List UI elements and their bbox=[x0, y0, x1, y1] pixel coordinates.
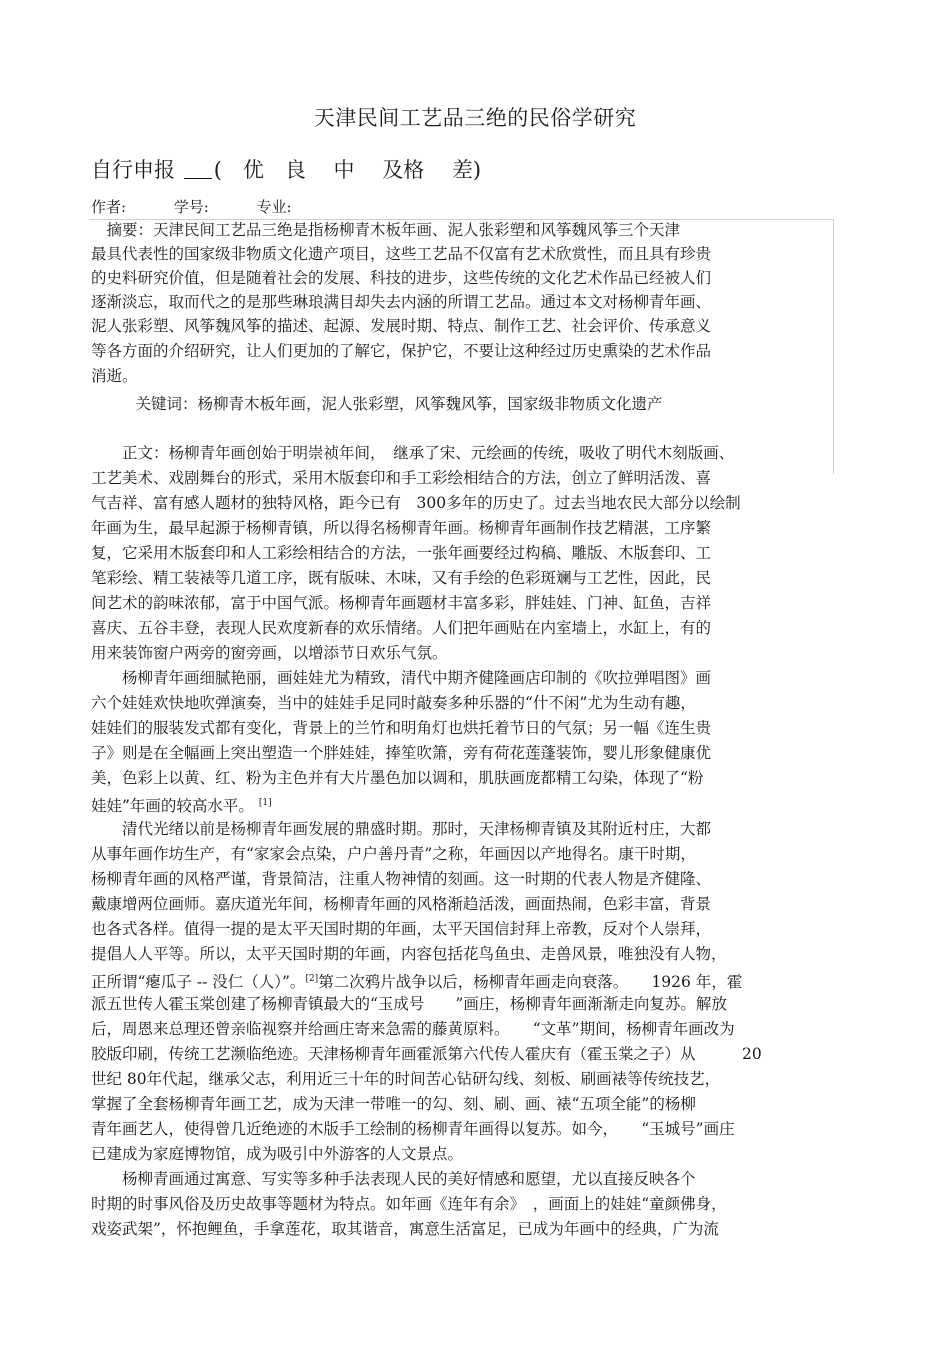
body-line: 也各式各样。值得一提的是太平天国时期的年画，太平天国信封拜上帝教，反对个人崇拜， bbox=[91, 920, 712, 938]
abstract-line: 逐渐淡忘，取而代之的是那些琳琅满目却失去内涵的所谓工艺品。通过本文对杨柳青年画、 bbox=[91, 293, 712, 311]
reference-marker: [2] bbox=[305, 974, 319, 984]
abstract-line: 摘要：天津民间工艺品三绝是指杨柳青木板年画、泥人张彩塑和风筝魏风筝三个天津 bbox=[91, 221, 681, 239]
body-line: 戏姿武架”，怀抱鲤鱼，手拿莲花，取其谐音，寓意生活富足，已成为年画中的经典，广为流 bbox=[91, 1220, 719, 1238]
body-line: 杨柳青年画的风格严谨，背景简洁，注重人物神情的刻画。这一时期的代表人物是齐健隆、 bbox=[91, 870, 712, 888]
grading-label: 自行申报 bbox=[91, 158, 175, 182]
body-line: 戴康增两位画师。嘉庆道光年间，杨柳青年画的风格渐趋活泼，画面热闹，色彩丰富，背景 bbox=[91, 895, 712, 913]
body-line: 年画为生，最早起源于杨柳青镇，所以得名杨柳青年画。杨柳青年画制作技艺精湛，工序繁 bbox=[91, 519, 712, 537]
body-line: 气吉祥、富有感人题材的独特风格，距今已有 300多年的历史了。过去当地农民大部分以绘制 bbox=[91, 494, 741, 512]
body-line: 六个娃娃欢快地吹弹演奏，当中的娃娃手足同时敲奏多种乐器的“什不闲”尤为生动有趣， bbox=[91, 694, 696, 712]
body-line: 杨柳青画通过寓意、写实等多种手法表现人民的美好情感和愿望，尤以直接反映各个 bbox=[91, 1170, 696, 1188]
page-title: 天津民间工艺品三绝的民俗学研究 bbox=[313, 106, 637, 130]
body-line: 喜庆、五谷丰登，表现人民欢度新春的欢乐情绪。人们把年画贴在内室墙上，水缸上，有的 bbox=[91, 619, 712, 637]
body-line: 正文：杨柳青年画创始于明崇祯年间， 继承了宋、元绘画的传统，吸收了明代木刻版画、 bbox=[91, 444, 735, 462]
body-line: 复，它采用木版套印和人工彩绘相结合的方法，一张年画要经过构稿、雕版、木版套印、工 bbox=[91, 544, 712, 562]
author-label: 作者: bbox=[91, 198, 127, 216]
body-line: 提倡人人平等。所以，太平天国时期的年画，内容包括花鸟鱼虫、走兽风景，唯独没有人物， bbox=[91, 945, 727, 963]
body-text: 正所谓“瘪瓜子 -- 没仁（人）”。 bbox=[91, 973, 306, 991]
abstract-line: 泥人张彩塑、风筝魏风筝的描述、起源、发展时期、特点、制作工艺、社会评价、传承意义 bbox=[91, 317, 712, 335]
body-line: 青年画艺人，使得曾几近绝迹的木版手工绘制的杨柳青年画得以复苏。如今， “玉城号”画庄 bbox=[91, 1120, 735, 1138]
body-line: 杨柳青年画细腻艳丽，画娃娃尤为精致，清代中期齐健隆画店印制的《吹拉弹唱图》画 bbox=[91, 669, 712, 687]
body-line: 世纪 80年代起，继承父志，利用近三十年的时间苦心钻研勾线、刻板、刷画裱等传统技艺， bbox=[91, 1070, 721, 1088]
body-line: 工艺美术、戏剧舞台的形式，采用木版套印和手工彩绘相结合的方法，创立了鲜明活泼、喜 bbox=[91, 469, 712, 487]
abstract-line: 最具代表性的国家级非物质文化遗产项目，这些工艺品不仅富有艺术欣赏性，而且具有珍贵 bbox=[91, 245, 712, 263]
grading-line bbox=[91, 154, 481, 184]
grading-blank bbox=[184, 158, 212, 179]
student-id-label: 学号: bbox=[173, 198, 209, 216]
body-line bbox=[91, 967, 742, 994]
body-line: 胶版印刷，传统工艺濒临绝迹。天津杨柳青年画霍派第六代传人霍庆有（霍玉棠之子）从 20 bbox=[91, 1045, 762, 1063]
body-line: 娃娃们的服装发式都有变化，背景上的兰竹和明角灯也烘托着节日的气氛；另一幅《连生贵 bbox=[91, 719, 712, 737]
body-line: 后，周恩来总理还曾亲临视察并给画庄寄来急需的藤黄原料。 “文革”期间，杨柳青年画改为 bbox=[91, 1020, 735, 1038]
abstract-line: 等各方面的介绍研究，让人们更加的了解它，保护它，不要让这种经过历史熏染的艺术作品 bbox=[91, 342, 712, 360]
body-text: 第二次鸦片战争以后，杨柳青年画走向衰落。 1926 年，霍 bbox=[318, 973, 743, 991]
grading-options: ( 优 良 中 及格 差) bbox=[213, 158, 482, 182]
body-line: 时期的时事风俗及历史故事等题材为特点。如年画《连年有余》 ，画面上的娃娃“童颜佛身， bbox=[91, 1195, 727, 1213]
body-line: 派五世传人霍玉棠创建了杨柳青镇最大的“玉成号 ”画庄，杨柳青年画渐渐走向复苏。解放 bbox=[91, 995, 727, 1013]
abstract-line: 消逝。 bbox=[91, 367, 138, 385]
body-line: 从事年画作坊生产，有“家家会点染，户户善丹青”之称，年画因以产地得名。康干时期， bbox=[91, 845, 696, 863]
major-label: 专业: bbox=[256, 198, 292, 216]
author-meta-line bbox=[91, 196, 292, 217]
body-line: 已建成为家庭博物馆，成为吸引中外游客的人文景点。 bbox=[91, 1145, 464, 1163]
body-line: 清代光绪以前是杨柳青年画发展的鼎盛时期。那时，天津杨柳青镇及其附近村庄，大都 bbox=[91, 820, 712, 838]
abstract-line: 的史料研究价值，但是随着社会的发展、科技的进步，这些传统的文化艺术作品已经被人们 bbox=[91, 269, 712, 287]
body-line: 用来装饰窗户两旁的窗旁画，以增添节日欢乐气氛。 bbox=[91, 644, 448, 662]
reference-marker: [1] bbox=[258, 798, 272, 808]
body-line: 子》则是在全幅画上突出塑造一个胖娃娃，捧笙吹箫，旁有荷花莲蓬装饰，婴儿形象健康优 bbox=[91, 744, 712, 762]
body-line: 笔彩绘、精工装裱等几道工序，既有版味、木味，又有手绘的色彩斑斓与工艺性，因此，民 bbox=[91, 569, 712, 587]
body-line: 间艺术的韵味浓郁，富于中国气派。杨柳青年画题材丰富多彩，胖娃娃、门神、缸鱼，吉祥 bbox=[91, 594, 712, 612]
body-text: 娃娃”年画的较高水平。 bbox=[91, 797, 254, 815]
body-line: 美，色彩上以黄、红、粉为主色并有大片墨色加以调和，肌肤画庞都精工勾染，体现了“粉 bbox=[91, 769, 704, 787]
keywords-line: 关键词：杨柳青木板年画，泥人张彩塑，风筝魏风筝，国家级非物质文化遗产 bbox=[120, 395, 663, 413]
body-line: 掌握了全套杨柳青年画工艺，成为天津一带唯一的勾、刻、刷、画、裱“五项全能”的杨柳 bbox=[91, 1095, 696, 1113]
body-line bbox=[91, 791, 272, 818]
